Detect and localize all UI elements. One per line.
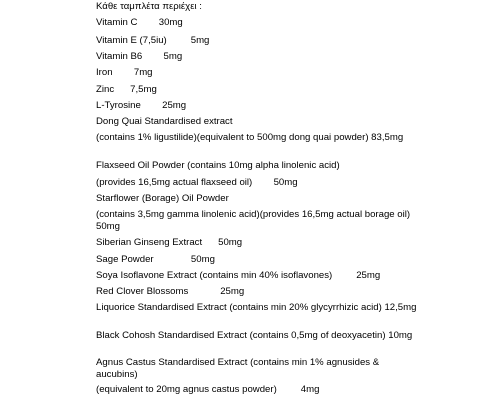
ingredient-line: (contains 3,5mg gamma linolenic acid)(provides 16,5mg actual borage oil) 50mg — [96, 209, 432, 232]
ingredient-line: (equivalent to 20mg agnus castus powder) 4mg — [96, 384, 320, 395]
ingredient-line: Siberian Ginseng Extract 50mg — [96, 237, 243, 248]
ingredient-line: L-Tyrosine 25mg — [96, 100, 187, 111]
ingredient-line: Flaxseed Oil Powder (contains 10mg alpha linolenic acid) — [96, 160, 340, 171]
ingredient-line: Vitamin E (7,5iu) 5mg — [96, 35, 210, 46]
ingredient-line: Vitamin B6 5mg — [96, 51, 183, 62]
ingredient-line: Vitamin C 30mg — [96, 17, 183, 28]
ingredient-line: Dong Quai Standardised extract — [96, 116, 233, 127]
document-title: Κάθε ταμπλέτα περιέχει : — [96, 1, 202, 12]
ingredient-line: Zinc 7,5mg — [96, 84, 157, 95]
ingredient-line: Iron 7mg — [96, 67, 153, 78]
ingredient-line: Liquorice Standardised Extract (contains min 20% glycyrrhizic acid) 12,5mg — [96, 302, 417, 313]
ingredient-line: Starflower (Borage) Oil Powder — [96, 193, 229, 204]
ingredient-line: Red Clover Blossoms 25mg — [96, 286, 245, 297]
ingredient-line: (contains 1% ligustilide)(equivalent to 500mg dong quai powder) 83,5mg — [96, 132, 404, 143]
ingredient-line: Black Cohosh Standardised Extract (contains 0,5mg of deoxyacetin) 10mg — [96, 330, 413, 341]
ingredient-line: (provides 16,5mg actual flaxseed oil) 50mg — [96, 177, 298, 188]
ingredient-line: Soya Isoflavone Extract (contains min 40% isoflavones) 25mg — [96, 270, 381, 281]
ingredient-line: Sage Powder 50mg — [96, 254, 215, 265]
ingredient-line: Agnus Castus Standardised Extract (contains min 1% agnusides & aucubins) — [96, 357, 382, 380]
